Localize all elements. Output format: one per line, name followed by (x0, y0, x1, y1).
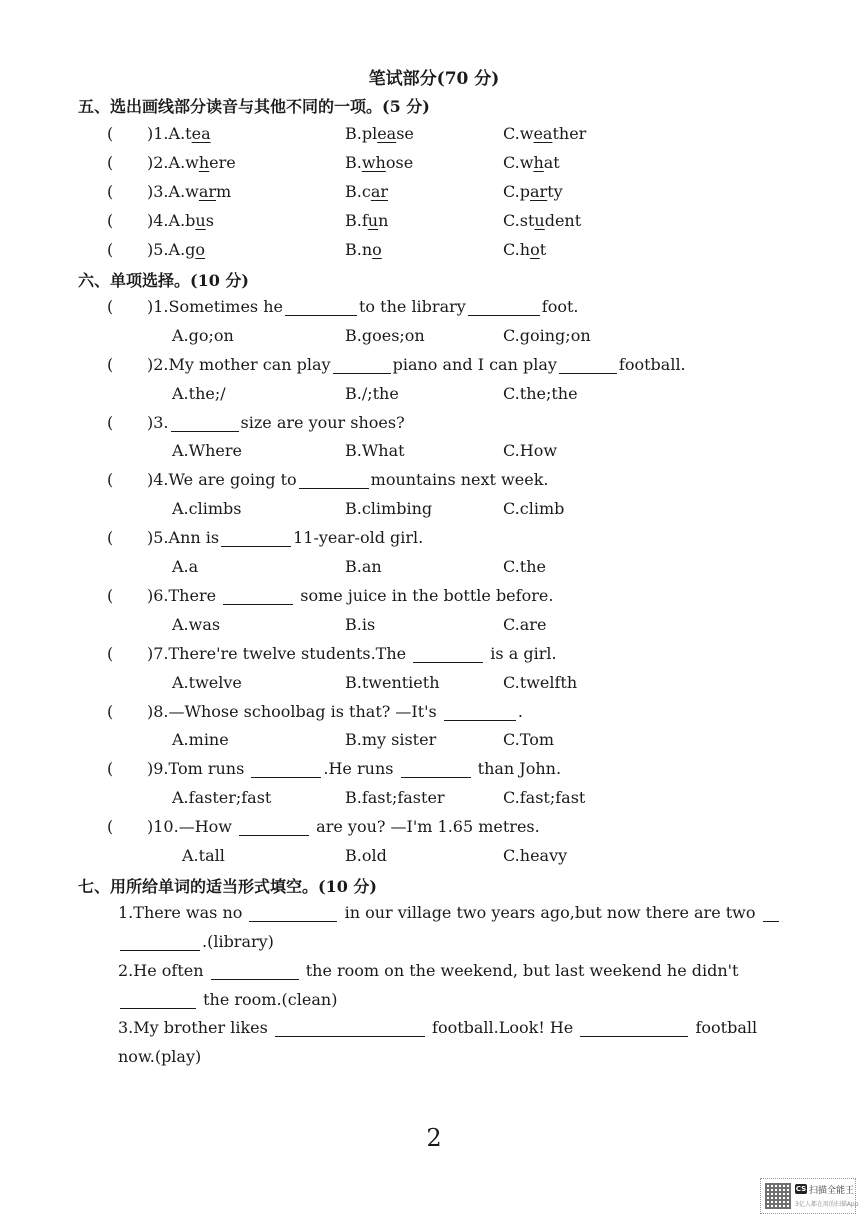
answer-blank[interactable] (401, 761, 471, 778)
answer-blank[interactable] (171, 415, 239, 432)
qr-code-icon (765, 1183, 791, 1209)
option-c: C.student (503, 211, 582, 230)
answer-blank[interactable] (239, 819, 309, 836)
question-text: .(library) (118, 932, 274, 951)
option-b: B.whose (345, 153, 414, 172)
question-text: )1.A.tea (147, 124, 211, 143)
answer-paren: ( (107, 702, 114, 721)
question-text: )2.My mother can play piano and I can play football. (147, 355, 686, 374)
option-c: C.going;on (503, 326, 591, 345)
question-text: )5.Ann is 11-year-old girl. (147, 528, 424, 547)
option-a: A.go;on (172, 326, 234, 345)
option-c: C.Tom (503, 730, 554, 749)
option-c: C.the (503, 557, 546, 576)
option-c: C.weather (503, 124, 587, 143)
answer-blank[interactable] (251, 761, 321, 778)
option-b: B.goes;on (345, 326, 425, 345)
option-c: C.what (503, 153, 560, 172)
page-title: 笔试部分(70 分) (368, 69, 500, 89)
answer-paren: ( (107, 817, 114, 836)
answer-blank[interactable] (444, 704, 516, 721)
option-a: A.twelve (172, 673, 242, 692)
answer-paren: ( (107, 211, 114, 230)
question-text: 2.He often the room on the weekend, but last weekend he didn't (118, 961, 739, 980)
option-a: A.a (172, 557, 199, 576)
answer-paren: ( (107, 153, 114, 172)
answer-blank[interactable] (120, 992, 196, 1009)
option-b: B.please (345, 124, 414, 143)
option-b: B.no (345, 240, 382, 259)
answer-paren: ( (107, 124, 114, 143)
option-a: A.climbs (172, 499, 242, 518)
option-b: B.an (345, 557, 382, 576)
option-c: C.are (503, 615, 547, 634)
camscanner-logo-icon: CS (795, 1185, 807, 1193)
answer-blank[interactable] (285, 299, 357, 316)
option-b: B.my sister (345, 730, 437, 749)
answer-paren: ( (107, 355, 114, 374)
watermark-text: 扫描全能王 (809, 1186, 855, 1196)
question-text: )4.We are going to mountains next week. (147, 470, 549, 489)
option-b: B.climbing (345, 499, 433, 518)
answer-blank[interactable] (559, 357, 617, 374)
answer-blank[interactable] (249, 905, 337, 922)
answer-paren: ( (107, 470, 114, 489)
question-text: the room.(clean) (118, 990, 337, 1009)
question-text: )7.There're twelve students.The is a girl. (147, 644, 557, 663)
option-b: B.fun (345, 211, 389, 230)
option-c: C.fast;fast (503, 788, 586, 807)
option-a: A.Where (172, 441, 242, 460)
option-b: B.twentieth (345, 673, 440, 692)
option-b: B./;the (345, 384, 399, 403)
question-text: now.(play) (118, 1047, 202, 1066)
answer-blank[interactable] (333, 357, 391, 374)
question-text: )4.A.bus (147, 211, 214, 230)
answer-blank[interactable] (580, 1020, 688, 1037)
question-text: )2.A.where (147, 153, 236, 172)
question-text: )3. size are your shoes? (147, 413, 405, 432)
answer-blank[interactable] (413, 646, 483, 663)
option-b: B.car (345, 182, 388, 201)
option-c: C.twelfth (503, 673, 578, 692)
section-6-heading: 六、单项选择。(10 分) (78, 271, 249, 290)
option-b: B.fast;faster (345, 788, 445, 807)
answer-paren: ( (107, 297, 114, 316)
question-text: )3.A.warm (147, 182, 232, 201)
option-b: B.is (345, 615, 376, 634)
question-text: )8.—Whose schoolbag is that? —It's . (147, 702, 523, 721)
question-text: )9.Tom runs .He runs than John. (147, 759, 562, 778)
answer-paren: ( (107, 586, 114, 605)
option-c: C.climb (503, 499, 565, 518)
option-c: C.hot (503, 240, 547, 259)
question-text: 3.My brother likes football.Look! He football (118, 1018, 758, 1037)
option-a: A.mine (172, 730, 229, 749)
watermark-subtext: 3亿人都在用的扫描App (795, 1201, 859, 1208)
option-c: C.the;the (503, 384, 578, 403)
answer-blank[interactable] (299, 472, 369, 489)
answer-blank[interactable] (763, 905, 779, 922)
answer-paren: ( (107, 644, 114, 663)
option-c: C.party (503, 182, 563, 201)
option-a: A.faster;fast (172, 788, 272, 807)
option-a: A.was (172, 615, 221, 634)
answer-paren: ( (107, 182, 114, 201)
answer-paren: ( (107, 240, 114, 259)
question-text: )5.A.go (147, 240, 206, 259)
scanner-watermark (760, 1178, 859, 1214)
answer-paren: ( (107, 528, 114, 547)
question-text: 1.There was no in our village two years ago,but now there are two (118, 903, 781, 922)
answer-blank[interactable] (221, 530, 291, 547)
option-b: B.What (345, 441, 405, 460)
answer-blank[interactable] (120, 934, 200, 951)
page-number: 2 (426, 1124, 442, 1152)
question-text: )6.There some juice in the bottle before. (147, 586, 554, 605)
option-c: C.heavy (503, 846, 568, 865)
answer-paren: ( (107, 413, 114, 432)
option-a: A.the;/ (172, 384, 226, 403)
question-text: )1.Sometimes he to the library foot. (147, 297, 579, 316)
option-a: A.tall (182, 846, 225, 865)
answer-blank[interactable] (223, 588, 293, 605)
answer-blank[interactable] (211, 963, 299, 980)
question-text: )10.—How are you? —I'm 1.65 metres. (147, 817, 540, 836)
answer-blank[interactable] (468, 299, 540, 316)
option-c: C.How (503, 441, 558, 460)
option-b: B.old (345, 846, 387, 865)
section-7-heading: 七、用所给单词的适当形式填空。(10 分) (78, 877, 377, 896)
section-5-heading: 五、选出画线部分读音与其他不同的一项。(5 分) (78, 97, 430, 116)
answer-blank[interactable] (275, 1020, 425, 1037)
answer-paren: ( (107, 759, 114, 778)
